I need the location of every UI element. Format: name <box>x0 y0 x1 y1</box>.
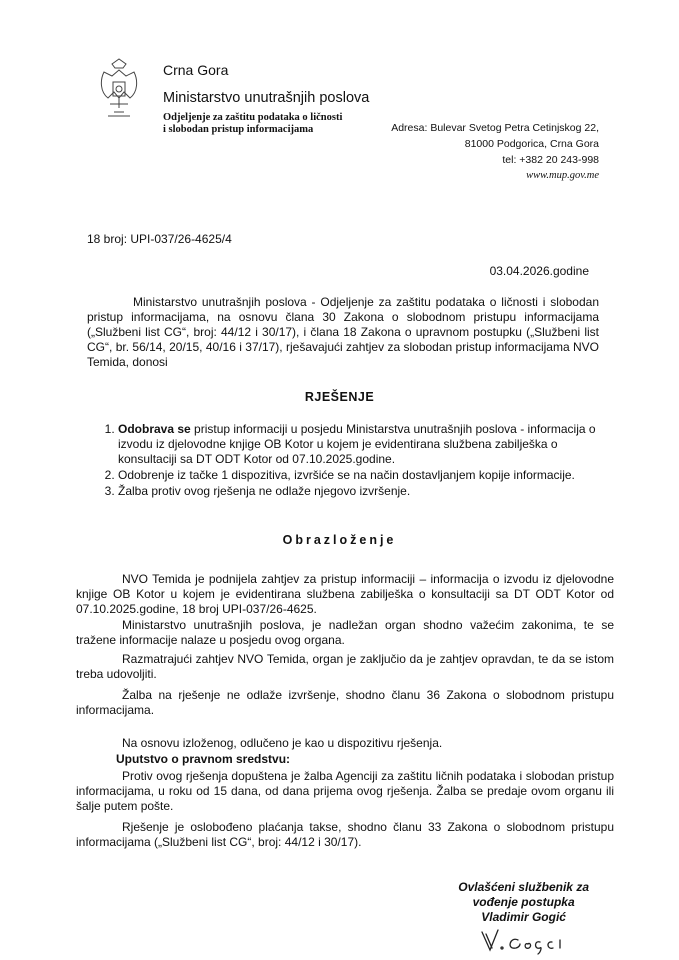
signatory-name: Vladimir Gogić <box>481 910 566 924</box>
reasoning-paragraph: Razmatrajući zahtjev NVO Temida, organ je zaključio da je zahtjev opravdan, te da se istom treba udovoljiti. <box>76 652 614 681</box>
dispositive-item-text: Odobrenje iz tačke 1 dispozitiva, izvršiće se na način dostavljanjem kopije informacije. <box>118 468 575 482</box>
dispositive-item-text: Žalba protiv ovog rješenja ne odlaže njegovo izvršenje. <box>118 484 411 498</box>
address-line-1: Adresa: Bulevar Svetog Petra Cetinjskog 22, <box>391 122 599 134</box>
department-line-1: Odjeljenje za zaštitu podataka o ličnosti <box>163 112 343 123</box>
signatory-line-1: Ovlašćeni službenik za <box>458 880 589 894</box>
website: www.mup.gov.me <box>526 170 599 181</box>
intro-paragraph: Ministarstvo unutrašnjih poslova - Odjeljenje za zaštitu podataka o ličnosti i slobodan pristup informacijama, na osnovu člana 30 Zakona o slobodnom pristupu informacijama („Službeni list CG“, broj: 44/12 i 30/17), i člana 18 Zakona o upravnom postupku („Službeni list CG“, br. 56/14, 20/15, 40/16 i 37/17), rješavajući zahtjev za slobodan pristup informacijama NVO Temida, donosi <box>87 295 599 369</box>
document-date: 03.04.2026.godine <box>489 264 589 278</box>
phone: tel: +382 20 243-998 <box>502 154 599 166</box>
reasoning-title: Obrazloženje <box>282 533 397 547</box>
dispositive-item <box>118 484 618 499</box>
dispositive-item-text: pristup informaciji u posjedu Ministarstva unutrašnjih poslova - informacija o izvodu iz djelovodne knjige OB Kotor u kojem je evidentirana službena zabilješka o konsultaciji sa DT ODT Kotor od 07.10.2025.godine. <box>118 422 596 466</box>
decision-title: RJEŠENJE <box>304 390 375 404</box>
dispositive-item <box>118 422 618 467</box>
reasoning-paragraph: NVO Temida je podnijela zahtjev za pristup informaciji – informacija o izvodu iz djelovodne knjige OB Kotor u kojem je evidentirana službena zabilješka o konsultaciji sa DT ODT Kotor od 07.10.2025.godine, 18 broj UPI-037/26-4625. <box>76 572 614 616</box>
signatory-line-2: vođenje postupka <box>472 895 575 909</box>
department-line-2: i slobodan pristup informacijama <box>163 124 314 135</box>
handwritten-signature <box>478 926 574 956</box>
dispositive-item-bold: Odobrava se <box>118 422 191 436</box>
ministry-name: Ministarstvo unutrašnjih poslova <box>163 90 370 106</box>
reasoning-paragraph: Ministarstvo unutrašnjih poslova, je nadležan organ shodno važećim zakonima, te se tražene informacije nalaze u posjedu ovog organa. <box>76 618 614 647</box>
reference-number: 18 broj: UPI-037/26-4625/4 <box>87 232 232 246</box>
reasoning-paragraph: Na osnovu izloženog, odlučeno je kao u dispozitivu rješenja. <box>122 736 443 750</box>
remedy-title: Uputstvo o pravnom sredstvu: <box>116 752 291 766</box>
remedy-paragraph: Protiv ovog rješenja dopuštena je žalba Agenciji za zaštitu ličnih podataka i slobodan pristup informacijama, u roku od 15 dana, od dana prijema ovog rješenja. Žalba se predaje ovom organu ili šalje putem pošte. <box>76 769 614 813</box>
address-line-2: 81000 Podgorica, Crna Gora <box>464 138 599 150</box>
coat-of-arms-icon <box>96 58 142 120</box>
department-name <box>163 112 342 136</box>
dispositive-list <box>100 422 618 500</box>
dispositive-item <box>118 468 618 483</box>
reasoning-paragraph: Žalba na rješenje ne odlaže izvršenje, shodno članu 36 Zakona o slobodnom pristupu informacijama. <box>76 688 614 717</box>
address-block <box>391 120 599 184</box>
fee-note-paragraph: Rješenje je oslobođeno plaćanja takse, shodno članu 33 Zakona o slobodnom pristupu informacijama („Službeni list CG“, broj: 44/12 i 30/17). <box>76 820 614 849</box>
signatory-block <box>458 880 589 925</box>
country-name: Crna Gora <box>163 62 229 78</box>
